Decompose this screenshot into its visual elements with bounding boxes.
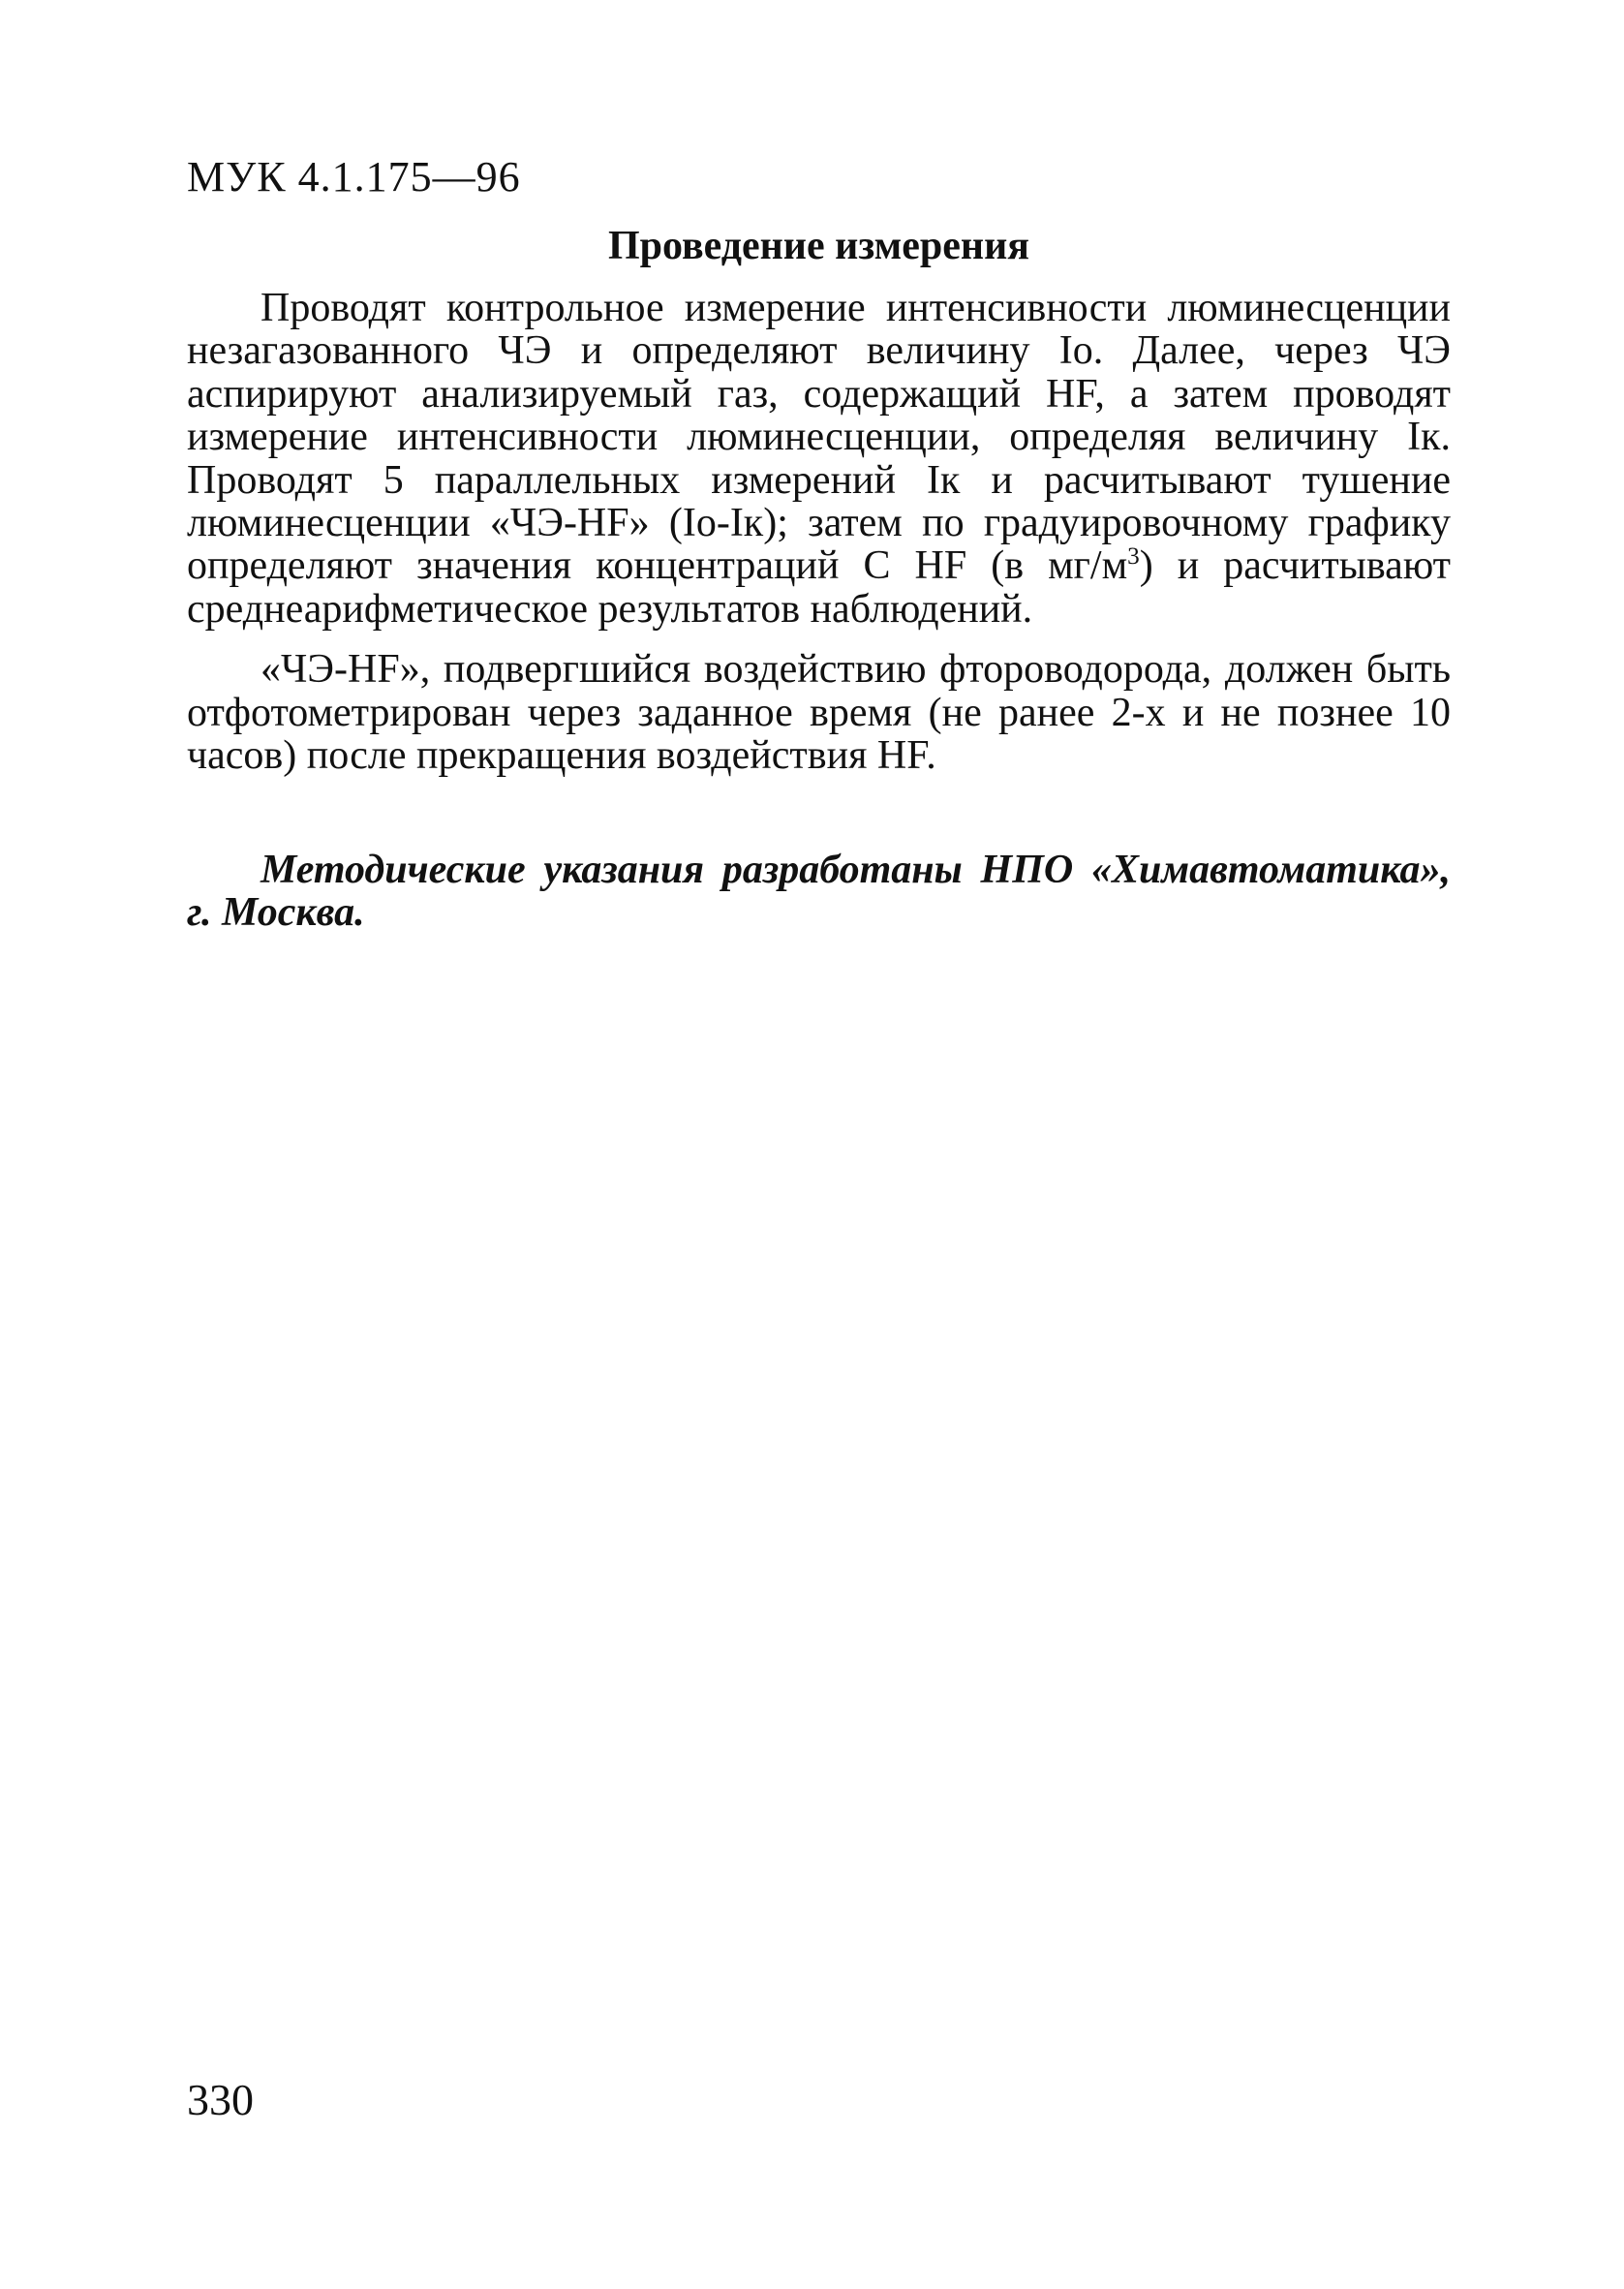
page-number: 330 — [187, 2075, 254, 2124]
section-title: Проведение измерения — [607, 224, 1030, 268]
superscript-cubic: 3 — [1127, 543, 1140, 571]
paragraph-measurement-procedure — [187, 287, 1451, 631]
document-code: МУК 4.1.175—96 — [187, 153, 521, 201]
body-text — [187, 287, 1451, 777]
authorship-credit: Методические указания разработаны НПО «Химавтоматика», г. Москва. — [187, 848, 1451, 935]
paragraph-photometry-timing: «ЧЭ-HF», подвергшийся воздействию фтороводорода, должен быть отфотометрирован через заданное время (не ранее 2-х и не познее 10 часов) после прекращения воздействия HF. — [187, 647, 1451, 779]
paragraph-text: Проводят контрольное измерение интенсивности люминесценции незагазованного ЧЭ и определяют величину Iо. Далее, через ЧЭ аспирируют анализируемый газ, содержащий HF, а затем проводят измерение интенсивности люминесценции, определяя величину Iк. Проводят 5 параллельных измерений Iк и расчитывают тушение люминесценции «ЧЭ-HF» (Iо-Iк); затем по градуировочному графику определяют значения концентраций С HF (в мг/м — [187, 286, 1451, 589]
paragraph-text: ) и расчитывают среднеарифметическое результатов наблюдений. — [187, 543, 1451, 632]
